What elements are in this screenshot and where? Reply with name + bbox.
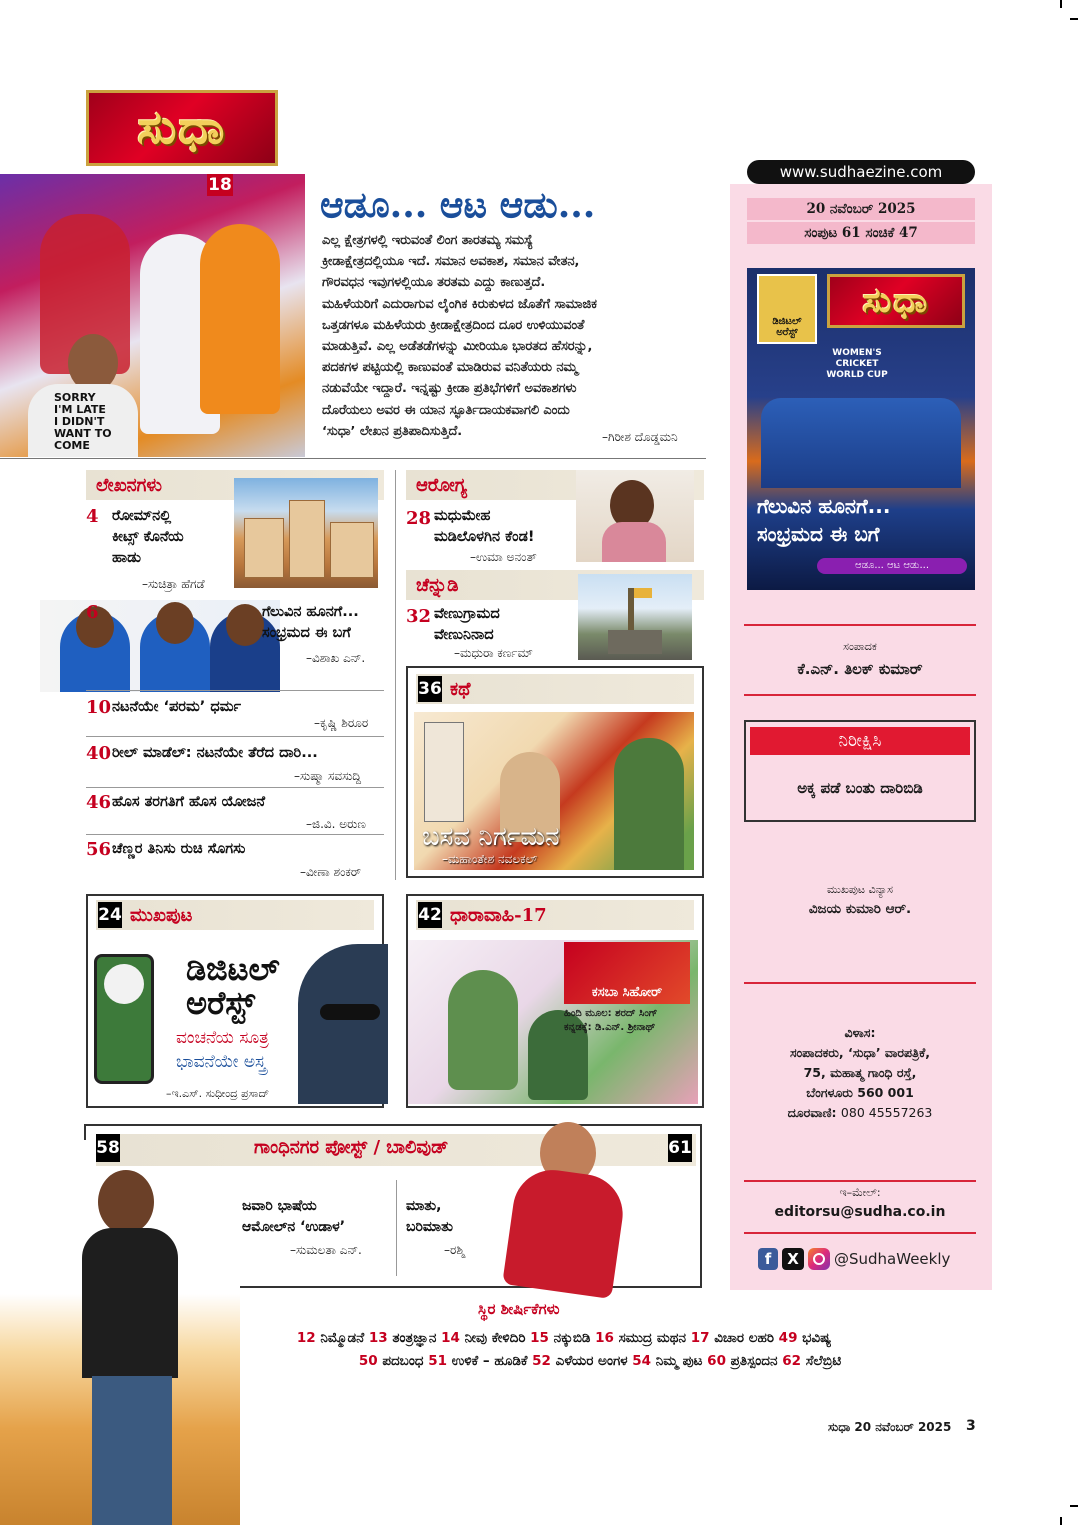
divider (86, 787, 384, 788)
health-byline: –ಉಮಾ ಅನಂತ್ (470, 550, 537, 564)
story-byline: –ಮಹಾಂತೇಶ ನವಲಕಲ್ (442, 852, 538, 866)
regular-link[interactable]: ಪದಬಂಧ (382, 1353, 424, 1369)
chennudi-page[interactable]: 32 (406, 606, 432, 627)
divider (86, 736, 384, 737)
cover-story-byline: –ಇ.ಎಸ್. ಸುಧೀಂದ್ರ ಪ್ರಸಾದ್ (166, 1087, 270, 1100)
cover-badge: ಡಿಜಿಟಲ್ ಅರೆಸ್ಟ್ (757, 274, 817, 344)
section-story-heading: 36 ಕಥೆ (416, 674, 694, 704)
expect-text[interactable]: ಅಕ್ಕ ಪಡೆ ಬಂತು ದಾರಿಬಿಡಿ (797, 779, 923, 797)
regular-columns-row-1: 12 ನಿಮ್ಮೊಡನೆ 13 ತಂತ್ರಜ್ಞಾನ 14 ನೀವು ಕೇಳಿದಿರಿ 15 ನಕ್ಕುಬಿಡಿ 16 ಸಮುದ್ರ ಮಥನ 17 ವಿಚಾರ ಲಹರಿ 49 ಭವಿಷ್ಯ (296, 1330, 832, 1346)
right-article-title[interactable]: ಮಾತು, ಬರಿಮಾತು (406, 1198, 453, 1235)
section-articles-heading: ಲೇಖನಗಳು (86, 470, 384, 500)
design-name: ವಿಜಯ ಕುಮಾರಿ ಆರ್. (808, 901, 912, 917)
magazine-logo: ಸುಧಾ (86, 90, 278, 166)
editor-name: ಕೆ.ಎನ್. ತಿಲಕ್ ಕುಮಾರ್ (797, 660, 923, 678)
regular-link[interactable]: ನಿಮ್ಮ ಪುಟ (655, 1353, 703, 1369)
chennudi-image (578, 574, 692, 660)
story-title[interactable]: ಬಸವ ನಿರ್ಗಮನ (422, 822, 560, 852)
address-line: 75, ಮಹಾತ್ಮ ಗಾಂಧಿ ರಸ್ತೆ, (803, 1065, 917, 1080)
article-page-40[interactable]: 40 (86, 743, 112, 764)
divider (0, 458, 706, 459)
chennudi-byline: –ಮಧುರಾ ಕರ್ಣಮ್ (454, 646, 533, 660)
footer-text: ಸುಧಾ 20 ನವೆಂಬರ್ 2025 (828, 1420, 952, 1434)
cover-subtitle: ಆಡೂ... ಆಟ ಆಡು... (817, 558, 967, 574)
article-page-6[interactable]: 6 (86, 602, 99, 623)
story-page[interactable]: 36 (418, 676, 442, 702)
cover-thumbnail[interactable] (747, 268, 975, 590)
instagram-icon[interactable] (808, 1248, 830, 1270)
cover-story-title-2[interactable]: ಅರೆಸ್ಟ್ (186, 984, 255, 1022)
rome-image (234, 478, 378, 588)
regular-link[interactable]: ತಂತ್ರಜ್ಞಾನ (392, 1330, 437, 1346)
issue-date: 20 ನವೆಂಬರ್ 2025 (747, 198, 975, 220)
article-byline: –ವಿಶಾಖ ಎನ್. (306, 651, 366, 665)
social-handle[interactable]: @SudhaWeekly (834, 1250, 951, 1268)
email-address[interactable]: editorsu@sudha.co.in (774, 1204, 946, 1220)
cover-logo: ಸುಧಾ (827, 274, 965, 328)
page-number: 3 (966, 1418, 976, 1434)
cover-story-title-1[interactable]: ಡಿಜಿಟಲ್ (186, 950, 280, 988)
divider (744, 694, 976, 696)
serial-credit-1: ಹಿಂದಿ ಮೂಲ: ಶರದ್ ಸಿಂಗ್ (564, 1008, 658, 1019)
editor-label: ಸಂಪಾದಕ (843, 640, 877, 653)
email-label: ಇ–ಮೇಲ್: (839, 1186, 881, 1199)
cover-story-page[interactable]: 24 (98, 902, 122, 928)
divider (744, 1232, 976, 1234)
regular-link[interactable]: ಉಳಿಕೆ – ಹೂಡಿಕೆ (451, 1353, 528, 1369)
article-title[interactable]: ರೋಮ್‌ನಲ್ಲಿ ಕೀಟ್ಸ್ ಕೊನೆಯ ಹಾಡು (112, 508, 184, 566)
bollywood-left-page[interactable]: 58 (96, 1134, 120, 1162)
regular-link[interactable]: ನಿಮ್ಮೊಡನೆ (320, 1330, 365, 1346)
column-divider (396, 1180, 397, 1276)
x-twitter-icon[interactable]: X (782, 1248, 804, 1270)
article-title[interactable]: ನಟನೆಯೇ ‘ಪರಮ’ ಧರ್ಮ (112, 699, 241, 715)
health-image (576, 470, 694, 562)
website-url[interactable]: www.sudhaezine.com (747, 160, 975, 184)
phone: ದೂರವಾಣಿ: 080 45557263 (787, 1105, 933, 1120)
cricket-team-image (40, 600, 280, 692)
actor-photo (0, 1140, 240, 1525)
bollywood-right-page[interactable]: 61 (668, 1134, 692, 1162)
serial-book-cover: ಕಸಬಾ ಸಿಹೋರ್ (564, 942, 690, 1004)
article-title[interactable]: ರೀಲ್ ಮಾಡೆಲ್: ನಟನೆಯೇ ತೆರೆದ ದಾರಿ... (112, 745, 318, 761)
hero-image (0, 174, 305, 457)
crop-mark (1060, 1517, 1062, 1525)
divider (744, 982, 976, 984)
crop-mark (1070, 1505, 1078, 1507)
address-label: ವಿಳಾಸ: (844, 1025, 876, 1040)
crop-mark (1060, 0, 1062, 8)
regular-link[interactable]: ಸಮುದ್ರ ಮಥನ (618, 1330, 686, 1346)
design-label: ಮುಖಪುಟ ವಿನ್ಯಾಸ (826, 883, 894, 896)
address-line: ಬೆಂಗಳೂರು 560 001 (806, 1085, 914, 1100)
divider (744, 1180, 976, 1182)
bottom-heading: ಗಾಂಧಿನಗರ ಪೋಸ್ಟ್ / ಬಾಲಿವುಡ್ (254, 1137, 449, 1158)
divider (86, 690, 384, 691)
section-chennudi-heading: ಚೆನ್ನುಡಿ (406, 570, 704, 600)
left-article-title[interactable]: ಜವಾರಿ ಭಾಷೆಯ ಆಮೋಲ್‌ನ ‘ಉಡಾಳ’ (242, 1198, 346, 1235)
article-byline: –ಜಿ.ವಿ. ಅರುಣ (306, 817, 366, 831)
regular-link[interactable]: ನಕ್ಕುಬಿಡಿ (553, 1330, 591, 1346)
article-page-10[interactable]: 10 (86, 697, 112, 718)
left-article-byline: –ಸುಮಲತಾ ಎನ್. (290, 1243, 362, 1257)
regular-link[interactable]: ಭವಿಷ್ಯ (802, 1330, 832, 1346)
cover-story-sub-2: ಭಾವನೆಯೇ ಅಸ್ತ್ರ (176, 1052, 267, 1072)
address-line: ಸಂಪಾದಕರು, ‘ಸುಧಾ’ ವಾರಪತ್ರಿಕೆ, (789, 1045, 931, 1060)
serial-page[interactable]: 42 (418, 902, 442, 928)
regular-link[interactable]: ಪ್ರತಿಸ್ಪಂದನ (730, 1353, 778, 1369)
regular-columns-heading: ಸ್ಥಿರ ಶೀರ್ಷಿಕೆಗಳು (478, 1300, 560, 1318)
column-divider (395, 470, 396, 880)
hero-shirt-text: SORRY I'M LATE I DIDN'T WANT TO COME (28, 384, 138, 457)
cover-trophy-text: WOMEN'S CRICKET WORLD CUP (826, 348, 888, 380)
right-article-byline: –ರಶ್ಮಿ (444, 1243, 465, 1257)
section-serial-heading: 42 ಧಾರಾವಾಹಿ-17 (416, 900, 694, 930)
divider (744, 624, 976, 626)
hero-summary: ಎಲ್ಲ ಕ್ಷೇತ್ರಗಳಲ್ಲಿ ಇರುವಂತೆ ಲಿಂಗ ತಾರತಮ್ಯ ಸಮಸ್ಯೆ ಕ್ರೀಡಾಕ್ಷೇತ್ರದಲ್ಲಿಯೂ ಇದೆ. ಸಮಾನ ಅವಕಾಶ, ಸಮಾನ ವೇತನ, ಗೌರವಧನ ಇವುಗಳಲ್ಲಿಯೂ ತರತಮ ಎದ್ದು ಕಾಣುತ್ತದೆ. ಮಹಿಳೆಯರಿಗೆ ಎದುರಾಗುವ ಲೈಂಗಿಕ ಕಿರುಕುಳದ ಜೊತೆಗೆ ಸಾಮಾಜಿಕ ಒತ್ತಡಗಳೂ ಮಹಿಳೆಯರು ಕ್ರೀಡಾಕ್ಷೇತ್ರದಿಂದ ದೂರ ಉಳಿಯುವಂತೆ ಮಾಡುತ್ತಿವೆ. ಎಲ್ಲ ಅಡೆತಡೆಗಳನ್ನು ಮೀರಿಯೂ ಭಾರತದ ಹೆಸರನ್ನು, ಪದಕಗಳ ಪಟ್ಟಿಯಲ್ಲಿ ಕಾಣುವಂತೆ ಮಾಡಿರುವ ವನಿತೆಯರು ನಮ್ಮ ನಡುವೆಯೇ ಇದ್ದಾರೆ. ಇನ್ನಷ್ಟು ಕ್ರೀಡಾ ಪ್ರತಿಭೆಗಳಿಗೆ ಅವಕಾಶಗಳು ದೊರೆಯಲು ಅವರ ಈ ಯಾನ ಸ್ಫೂರ್ತಿದಾಯಕವಾಗಲಿ ಎಂದು ‘ಸುಧಾ’ ಲೇಖನ ಪ್ರತಿಪಾದಿಸುತ್ತಿದೆ. (322, 233, 597, 439)
hero-page-number[interactable]: 18 (208, 175, 232, 195)
cover-title-1: ಗೆಲುವಿನ ಹೂನಗೆ... (757, 494, 891, 518)
article-page-4[interactable]: 4 (86, 506, 99, 527)
article-title[interactable]: ಹೊಸ ತರಗತಿಗೆ ಹೊಸ ಯೋಜನೆ (112, 794, 266, 810)
regular-link[interactable]: ನೀವು ಕೇಳಿದಿರಿ (464, 1330, 526, 1346)
article-byline: –ಸುಚಿತ್ರಾ ಹೆಗಡೆ (142, 577, 205, 591)
expect-label: ನಿರೀಕ್ಷಿಸಿ (750, 727, 970, 755)
article-byline: –ಕೃಷ್ಣಿ ಶಿರೂರ (314, 716, 369, 730)
article-page-56[interactable]: 56 (86, 839, 112, 860)
actress-photo (470, 1118, 670, 1294)
facebook-icon[interactable]: f (758, 1248, 778, 1270)
section-health-heading: ಆರೋಗ್ಯ (406, 470, 704, 500)
health-page[interactable]: 28 (406, 508, 432, 529)
chennudi-title[interactable]: ವೇಣುಗ್ರಾಮದ ವೇಣುನಿನಾದ (434, 606, 500, 643)
hero-title[interactable]: ಆಡೂ... ಆಟ ಆಡು... (320, 184, 596, 226)
article-title[interactable]: ಚೆಣ್ಣರ ತಿನಿಸು ರುಚಿ ಸೊಗಸು (112, 841, 246, 857)
hero-byline: –ಗಿರೀಶ ದೊಡ್ಡಮನಿ (602, 430, 678, 444)
article-page-46[interactable]: 46 (86, 792, 112, 813)
section-cover-heading: 24 ಮುಖಪುಟ (96, 900, 374, 930)
serial-credit-2: ಕನ್ನಡಕ್ಕೆ: ಡಿ.ಎನ್. ಶ್ರೀನಾಥ್ (564, 1022, 656, 1033)
regular-link[interactable]: ಸೆಲೆಬ್ರಿಟಿ (805, 1353, 842, 1369)
issue-volume: ಸಂಪುಟ 61 ಸಂಚಿಕೆ 47 (747, 222, 975, 244)
regular-columns-row-2: 50 ಪದಬಂಧ 51 ಉಳಿಕೆ – ಹೂಡಿಕೆ 52 ಎಳೆಯರ ಅಂಗಳ 54 ನಿಮ್ಮ ಪುಟ 60 ಪ್ರತಿಸ್ಪಂದನ 62 ಸೆಲೆಬ್ರಿಟಿ (358, 1353, 842, 1369)
crop-mark (1070, 18, 1078, 20)
cover-story-sub-1: ವಂಚನೆಯ ಸೂತ್ರ (176, 1028, 269, 1048)
article-byline: –ವೀಣಾ ಶಂಕರ್ (300, 865, 362, 879)
article-title[interactable]: ಗೆಲುವಿನ ಹೂನಗೆ... ಸಂಭ್ರಮದ ಈ ಬಗೆ (262, 604, 359, 641)
article-byline: –ಸುಷ್ಮಾ ಸವಸುದ್ದಿ (294, 769, 362, 783)
regular-link[interactable]: ವಿಚಾರ ಲಹರಿ (714, 1330, 774, 1346)
divider (86, 834, 384, 835)
regular-link[interactable]: ಎಳೆಯರ ಅಂಗಳ (555, 1353, 628, 1369)
health-title[interactable]: ಮಧುಮೇಹ ಮಡಿಲೊಳಗಿನ ಕೆಂಡ! (434, 508, 535, 545)
cover-title-2: ಸಂಭ್ರಮದ ಈ ಬಗೆ (757, 522, 880, 546)
